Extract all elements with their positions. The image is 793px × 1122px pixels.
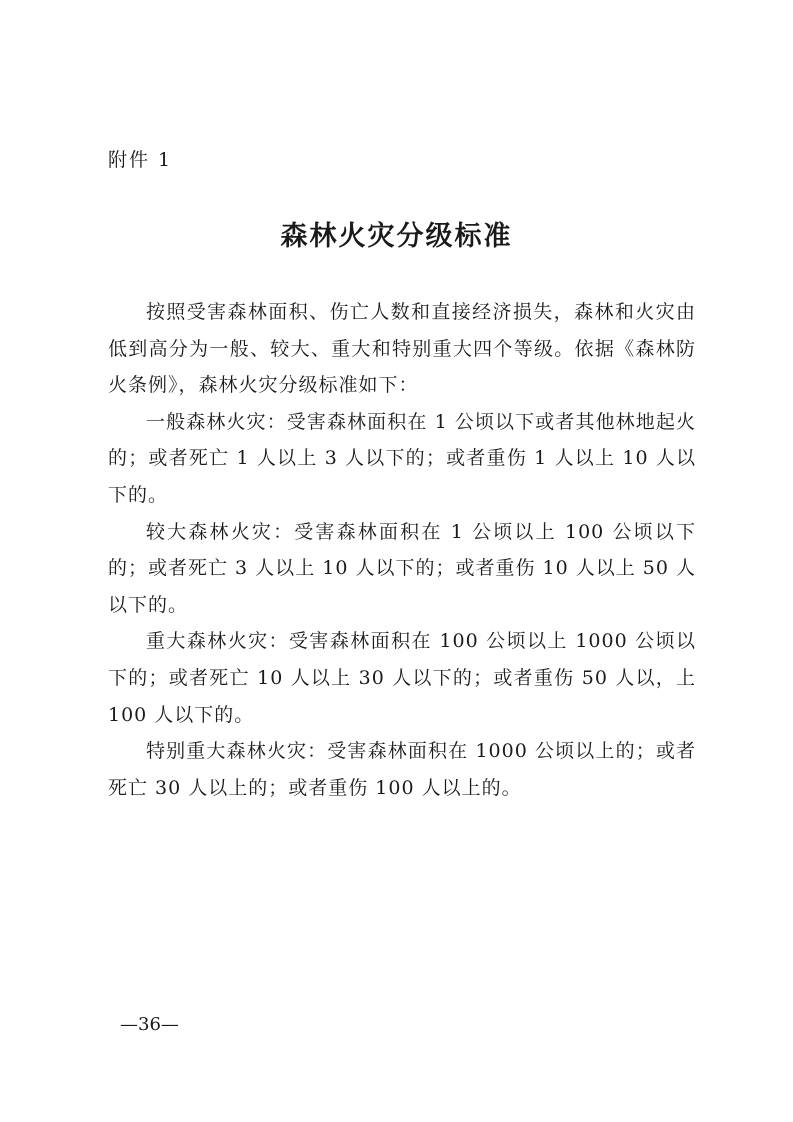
document-body	[108, 294, 696, 806]
paragraph-major-fire: 重大森林火灾：受害森林面积在 100 公顷以上 1000 公顷以下的；或者死亡 10 人以上 30 人以下的；或者重伤 50 人以，上 100 人以下的。	[108, 630, 696, 726]
document-title: 森林火灾分级标准	[280, 221, 513, 252]
paragraph-general-fire: 一般森林火灾：受害森林面积在 1 公顷以下或者其他林地起火的；或者死亡 1 人以上 3 人以下的；或者重伤 1 人以上 10 人以下的。	[108, 410, 696, 506]
paragraph-especially-major-fire: 特别重大森林火灾：受害森林面积在 1000 公顷以上的；或者死亡 30 人以上的；或者重伤 100 人以上的。	[108, 740, 696, 799]
paragraph-intro: 按照受害森林面积、伤亡人数和直接经济损失，森林和火灾由低到高分为一般、较大、重大和特别重大四个等级。依据《森林防火条例》，森林火灾分级标准如下：	[108, 301, 696, 397]
attachment-label: 附件 1	[108, 149, 173, 171]
paragraph-larger-fire: 较大森林火灾：受害森林面积在 1 公顷以上 100 公顷以下的；或者死亡 3 人以上 10 人以下的；或者重伤 10 人以上 50 人以下的。	[108, 520, 696, 616]
page-number: —36—	[120, 1014, 179, 1035]
